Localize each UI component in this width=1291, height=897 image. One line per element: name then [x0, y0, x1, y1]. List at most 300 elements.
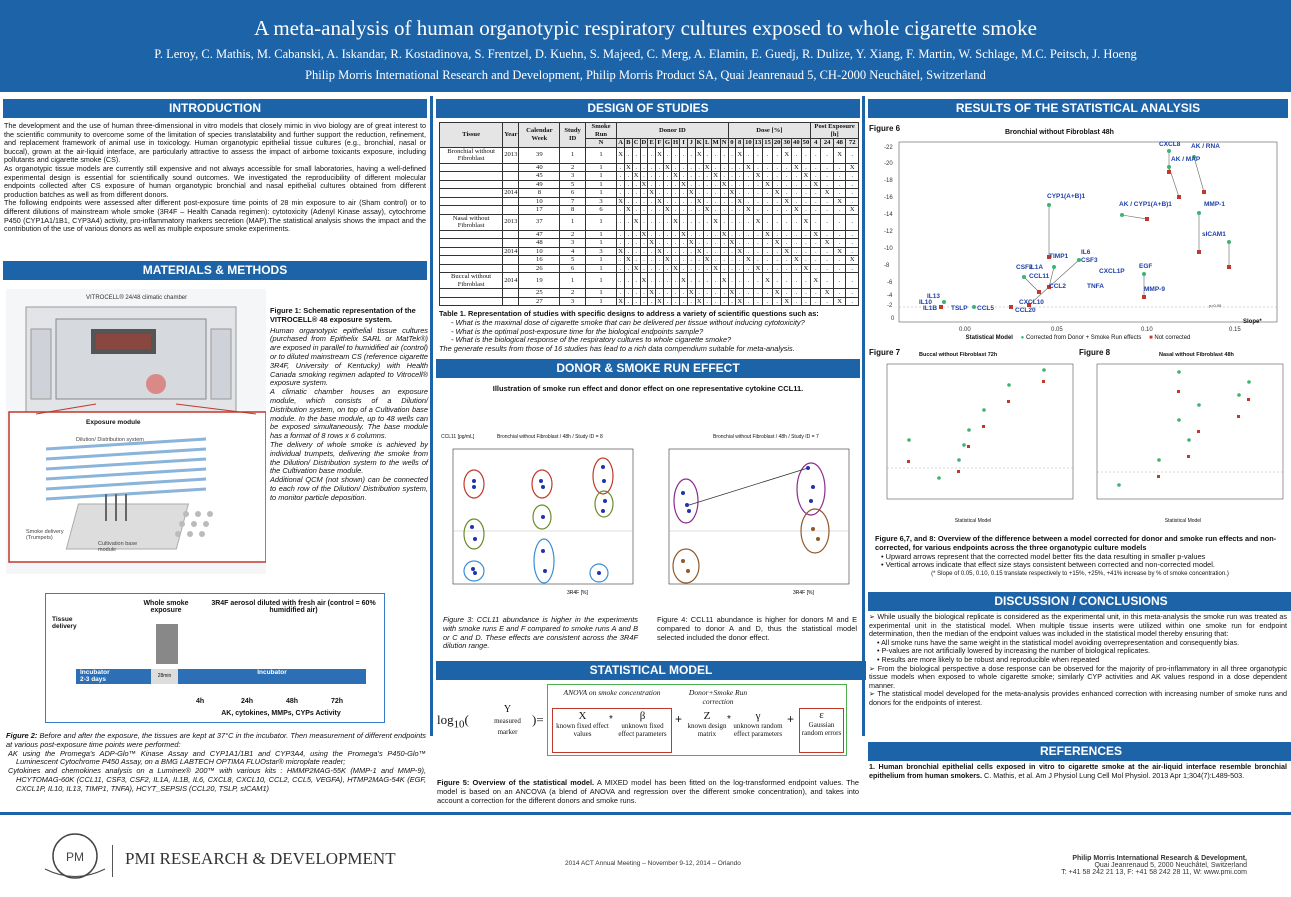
- table-cell: [440, 172, 503, 181]
- table-cell: .: [801, 289, 811, 298]
- smoke-run-chart: [437, 431, 647, 606]
- table-cell: X: [792, 256, 802, 265]
- question-2-text: What is the optimal post-exposure time for the biological endpoints sample?: [455, 326, 704, 336]
- table-cell: .: [801, 147, 811, 163]
- table-subheader-cell: 48: [833, 139, 846, 148]
- table-cell: .: [671, 256, 679, 265]
- table-cell: [440, 239, 503, 248]
- table-cell: .: [625, 247, 633, 256]
- table-cell: X: [772, 189, 782, 198]
- table-cell: X: [704, 206, 710, 213]
- table-cell: 2: [560, 163, 586, 172]
- fig6-legend-corrected: Corrected from Donor + Smoke Run effects: [1025, 335, 1142, 341]
- table-cell: .: [625, 197, 633, 206]
- table-subheader-cell: B: [626, 139, 631, 146]
- table-cell: [503, 230, 519, 239]
- table-cell: 2013: [503, 214, 519, 230]
- device-label: VITROCELL® 24/48 climatic chamber: [86, 295, 188, 301]
- table-caption: [433, 310, 863, 354]
- table-cell: 27: [519, 297, 560, 306]
- table-cell: X: [737, 247, 743, 255]
- table-cell: .: [648, 206, 656, 215]
- table-cell: .: [792, 264, 802, 273]
- table-cell: .: [640, 256, 648, 265]
- table-cell: .: [833, 172, 846, 181]
- fig6-point-label: IL1A: [1029, 264, 1044, 271]
- table-cell: 1: [585, 273, 616, 289]
- table-cell: .: [846, 197, 859, 206]
- table-cell: .: [801, 297, 811, 306]
- z-label: known design matrix: [687, 722, 727, 738]
- discussion-p2: ➢ From the biological perspective a dose response can be observed for the majority of pro-inflammatory in all three organotypic tissue models when exposed to whole cigarette smoke; similarly CYP activities and AK values respond in a dose dependent manner.: [869, 663, 1287, 690]
- table-cell: .: [792, 247, 802, 256]
- table-cell: X: [641, 180, 647, 188]
- table-cell: .: [640, 297, 648, 306]
- table-cell: .: [753, 189, 763, 198]
- fig6-point-label: CCL2: [1049, 283, 1066, 290]
- exposure-module-label: Exposure module: [86, 419, 141, 426]
- table-cell: X: [626, 163, 631, 171]
- table-cell: 1: [560, 273, 586, 289]
- table-cell: X: [763, 180, 773, 189]
- discussion-b1: • All smoke runs have the same weight in the statistical model avoiding overrepresentation and consequently bias.: [877, 637, 1240, 647]
- table-cell: X: [618, 197, 623, 205]
- svg-text:-14: -14: [884, 212, 893, 218]
- table-cell: .: [846, 239, 859, 248]
- table-cell: .: [728, 230, 736, 239]
- table-cell: X: [833, 147, 846, 163]
- table-cell: 1: [585, 264, 616, 273]
- table-cell: [440, 197, 503, 206]
- intro-p2: As organotypic tissue models are currently still expensive and not always accessible for small laboratories, having a well-defined experimental design is essential for scientifically sound outcomes. We investigated the reproducibility of different molecular endpoints collected after CS exposure of human organotypic bronchial and nasal epithelial cultures obtained from different production batches as well as from different donors.: [4, 163, 426, 199]
- table-cell: .: [736, 230, 744, 239]
- discussion-b2-text: P-values are not artificially lowered by increasing the number of biological replicates.: [881, 646, 1150, 656]
- table-cell: X: [792, 163, 802, 172]
- svg-text:-8: -8: [884, 263, 890, 269]
- table-cell: X: [696, 197, 702, 205]
- table-cell: X: [811, 180, 821, 189]
- table-cell: .: [821, 147, 834, 163]
- table-cell: .: [617, 180, 625, 189]
- t24-label: 24h: [241, 698, 254, 705]
- table-cell: .: [687, 256, 695, 265]
- table-subheader-cell: K: [696, 139, 702, 146]
- table-subheader-cell: 30: [783, 139, 791, 146]
- table-cell: 25: [519, 289, 560, 298]
- question-3: - What is the biological response of the respiratory cultures to whole cigarette smoke?: [451, 335, 732, 345]
- table-cell: .: [687, 247, 695, 256]
- references-text: [869, 763, 1287, 780]
- table-row: [440, 206, 859, 215]
- table-cell: 1: [585, 214, 616, 230]
- days-label: 2-3 days: [80, 676, 107, 683]
- table-cell: .: [687, 264, 695, 273]
- table-cell: .: [763, 264, 773, 273]
- fig1-p1: Human organotypic epithelial tissue cultures (purchased from Epithelix SARL or MatTek®) are exposed in parallel to humidified air (control) or to diluted mainstream CS (reference cigarette 3R4F, University of Kentucky) with Health Canada smoking regimen adapted to Vitrocell® exposure system.: [270, 325, 428, 388]
- table-cell: .: [846, 189, 859, 198]
- table-cell: .: [632, 147, 640, 163]
- table-cell: X: [729, 239, 735, 246]
- y-term: Y measured marker: [494, 704, 521, 736]
- table-cell: 6: [560, 189, 586, 198]
- footer-company: Philip Morris International Research & Development,: [1072, 855, 1247, 862]
- table-cell: .: [753, 247, 763, 256]
- donor-smoke-label: Donor+Smoke Run correction: [688, 688, 748, 706]
- table-cell: .: [648, 273, 656, 289]
- table-cell: .: [763, 297, 773, 306]
- svg-text:0.05: 0.05: [1051, 327, 1063, 333]
- table-cell: .: [772, 163, 782, 172]
- table-cell: X: [696, 297, 702, 305]
- table-cell: .: [640, 163, 648, 172]
- table-cell: .: [782, 264, 792, 273]
- table-cell: .: [680, 172, 688, 181]
- table-cell: X: [772, 289, 782, 298]
- table-cell: .: [772, 230, 782, 239]
- table-cell: .: [811, 247, 821, 256]
- poster-title: A meta-analysis of human organotypic respiratory cultures exposed to whole cigarette smoke: [254, 16, 1037, 40]
- question-1-text: What is the maximal dose of cigarette smoke that can be delivered per tissue without inducing cytotoxicity?: [455, 317, 805, 327]
- right-plot-title: Bronchial without Fibroblast / 48h / Study ID = 7: [713, 434, 819, 440]
- table-cell: .: [625, 273, 633, 289]
- table-cell: .: [695, 172, 703, 181]
- methods-title: MATERIALS & METHODS: [3, 261, 427, 280]
- discussion-p3-text: The statistical model developed for the meta-analysis provides enhanced correction with increasing number of smoke runs and donors for the endpoints of interest.: [869, 689, 1287, 707]
- svg-text:-4: -4: [887, 293, 893, 299]
- table-cell: .: [625, 239, 633, 248]
- table-cell: 39: [519, 147, 560, 163]
- table-cell: .: [792, 230, 802, 239]
- table-row: [440, 264, 859, 273]
- table-subheader-cell: 13: [754, 139, 762, 146]
- table-cell: X: [846, 256, 859, 265]
- table-cell: 1: [585, 189, 616, 198]
- table-cell: .: [711, 273, 720, 289]
- table-cell: .: [772, 214, 782, 230]
- results-title: RESULTS OF THE STATISTICAL ANALYSIS: [868, 99, 1288, 118]
- table-cell: .: [744, 180, 754, 189]
- table-cell: .: [782, 289, 792, 298]
- table-cell: .: [833, 264, 846, 273]
- table-cell: .: [792, 297, 802, 306]
- table-cell: .: [821, 247, 834, 256]
- table-cell: .: [680, 264, 688, 273]
- figure4-caption: Figure 4: CCL11 abundance is higher for donors M and E compared to donor A and D, thus the statistical model selected included the donor effect.: [657, 615, 857, 642]
- table-cell: .: [846, 214, 859, 230]
- table-cell: X: [711, 264, 720, 273]
- table-cell: X: [618, 297, 623, 305]
- table-cell: .: [632, 206, 640, 215]
- th-tissue: Tissue: [440, 123, 503, 148]
- table-cell: X: [801, 214, 811, 230]
- table-cell: X: [772, 239, 782, 248]
- table-cell: .: [801, 180, 811, 189]
- table-cell: .: [640, 197, 648, 206]
- table-cell: .: [695, 180, 703, 189]
- table-cell: .: [728, 206, 736, 215]
- table-cell: .: [695, 230, 703, 239]
- table-cell: .: [720, 172, 728, 181]
- table-cell: Buccal without Fibroblast: [440, 273, 503, 289]
- table-cell: .: [640, 239, 648, 248]
- table-cell: X: [801, 172, 811, 181]
- table-cell: [440, 247, 503, 256]
- column-right: [865, 99, 1291, 799]
- discussion-p1: ➢ While usually the biological replicate is considered as the experimental unit, in this meta-analysis the smoke run was treated as experimental unit in the statistical model. When multiple tissue inserts were utilized within one smoke run for endpoint determination, then the median of the endpoint values was included in the statistical model thereby ensuring that:: [869, 612, 1287, 639]
- table-cell: .: [772, 147, 782, 163]
- figure3-caption: Figure 3: CCL11 abundance is higher in the experiments with smoke runs E and F compared to smoke runs A and B or C and D. These effects are consistent across the 3R4F dilution range.: [443, 615, 638, 651]
- table-subheader-cell: I: [680, 139, 688, 148]
- table-cell: X: [763, 230, 773, 239]
- fig8: [1079, 348, 1287, 533]
- table-cell: X: [833, 297, 846, 306]
- table-cell: .: [736, 273, 744, 289]
- table-cell: .: [782, 230, 792, 239]
- table-cell: .: [846, 273, 859, 289]
- fig678-note: (* Slope of 0.05, 0.10, 0.15 translate respectively to +15%, +25%, +41% increase by % of smoke concentration.): [931, 571, 1229, 578]
- table-row: [440, 256, 859, 265]
- fig6-point-label: CYP1(A+B)1: [1047, 193, 1086, 200]
- table-cell: .: [617, 206, 625, 215]
- table-cell: .: [821, 230, 834, 239]
- intro-p1: The development and the use of human three-dimensional in vitro models that closely mimic in vivo biology are of great interest to the scientific community to overcome some of the limitation of species translatability and further support the reduction, refinement, and replacement framework of animal use in toxicology. Human organotypic epithelial tissue cultures (e.g., bronchial, nasal or buccal), grown at the air-liquid interface, are particularly attractive to assess the impact of airborne toxicants exposure, including pollutants and cigarette smoke (CS).: [4, 121, 426, 165]
- table-cell: .: [625, 180, 633, 189]
- svg-text:0.15: 0.15: [1229, 327, 1241, 333]
- table-cell: X: [763, 273, 773, 289]
- table-cell: [503, 264, 519, 273]
- fig6-legend-not: Not corrected: [1154, 335, 1191, 341]
- table-cell: 1: [585, 147, 616, 163]
- table-cell: .: [763, 289, 773, 298]
- incubator1-bar: [76, 669, 151, 684]
- table-cell: .: [736, 172, 744, 181]
- smoke-run-plot: [437, 431, 647, 606]
- th-dose: Dose [%]: [728, 123, 811, 139]
- table-cell: .: [811, 239, 821, 248]
- table-cell: .: [656, 189, 664, 198]
- table-cell: .: [625, 189, 633, 198]
- pmi-crest-icon: [40, 829, 110, 884]
- table-cell: .: [821, 197, 834, 206]
- table-cell: 2: [560, 230, 586, 239]
- fig6-point-label: AK / MAP: [1171, 156, 1201, 163]
- table-cell: 8: [560, 206, 586, 215]
- table-cell: 3: [585, 247, 616, 256]
- table-cell: X: [753, 214, 763, 230]
- table-cell: .: [617, 230, 625, 239]
- table-cell: .: [640, 247, 648, 256]
- table-cell: .: [821, 256, 834, 265]
- table-cell: [440, 256, 503, 265]
- x-term: X known fixed effect values: [556, 710, 609, 738]
- table-cell: .: [728, 163, 736, 172]
- table-cell: .: [801, 247, 811, 256]
- table-cell: X: [671, 214, 679, 230]
- table-cell: .: [772, 256, 782, 265]
- table-cell: .: [687, 197, 695, 206]
- table-cell: X: [801, 264, 811, 273]
- table-cell: .: [744, 189, 754, 198]
- svg-text:-20: -20: [884, 161, 893, 167]
- th-run: Smoke Run: [585, 123, 616, 139]
- design-title: DESIGN OF STUDIES: [436, 99, 860, 118]
- table-cell: .: [663, 239, 671, 248]
- table-cell: .: [711, 230, 720, 239]
- table-cell: .: [625, 147, 633, 163]
- table-cell: 6: [560, 264, 586, 273]
- table-cell: .: [695, 264, 703, 273]
- table-cell: X: [737, 297, 743, 305]
- table-cell: .: [711, 256, 720, 265]
- table-cell: [503, 163, 519, 172]
- donor-plot: [653, 431, 861, 606]
- table-cell: .: [640, 214, 648, 230]
- table-cell: .: [736, 189, 744, 198]
- table-cell: .: [763, 189, 773, 198]
- table-cell: .: [728, 197, 736, 206]
- fig6-point-label: IL1B: [923, 305, 938, 312]
- table-cell: .: [648, 163, 656, 172]
- model-title: STATISTICAL MODEL: [436, 661, 866, 680]
- table-cell: .: [811, 172, 821, 181]
- table-cell: .: [687, 147, 695, 163]
- table-cell: .: [753, 230, 763, 239]
- table-cell: .: [772, 180, 782, 189]
- table-cell: .: [703, 273, 711, 289]
- left-x-label: 3R4F [%]: [567, 590, 588, 596]
- table-cell: .: [744, 273, 754, 289]
- discussion-b3: • Results are more likely to be robust and reproducible when repeated: [877, 654, 1100, 664]
- epsilon-term: ε Gaussian random errors: [799, 708, 844, 753]
- table-cell: X: [649, 289, 655, 296]
- table-cell: .: [671, 189, 679, 198]
- th-year: Year: [503, 123, 519, 148]
- fig6-point-label: CCL5: [977, 305, 994, 312]
- design-table-wrap: [433, 118, 863, 310]
- table-cell: .: [648, 297, 656, 306]
- fig678-caption: [875, 535, 1285, 579]
- discussion-b1-text: All smoke runs have the same weight in the statistical model avoiding overrepresentation and consequently bias.: [881, 637, 1240, 647]
- table-cell: .: [632, 247, 640, 256]
- table-cell: X: [782, 247, 792, 256]
- table-cell: .: [753, 289, 763, 298]
- table-cell: .: [782, 214, 792, 230]
- table-cell: X: [720, 273, 728, 289]
- table-cell: 1: [585, 172, 616, 181]
- table-cell: .: [648, 180, 656, 189]
- table-cell: .: [811, 297, 821, 306]
- intro-text: [0, 118, 430, 261]
- th-week: Calendar Week: [519, 123, 560, 148]
- table-cell: .: [625, 214, 633, 230]
- table-cell: X: [744, 256, 754, 265]
- table-cell: X: [617, 147, 625, 163]
- table-cell: .: [792, 197, 802, 206]
- table-cell: .: [763, 172, 773, 181]
- table-cell: .: [833, 256, 846, 265]
- table-cell: X: [680, 273, 688, 289]
- table-cell: .: [663, 230, 671, 239]
- table-cell: .: [753, 206, 763, 215]
- table-cell: X: [626, 256, 631, 263]
- table-cell: .: [663, 273, 671, 289]
- table-cell: .: [846, 172, 859, 181]
- th-post: Post Exposure [h]: [811, 123, 859, 139]
- fig6-title: Bronchial without Fibroblast 48h: [1005, 129, 1114, 136]
- table-cell: .: [687, 180, 695, 189]
- table-cell: .: [640, 289, 648, 298]
- table-cell: .: [703, 247, 711, 256]
- table-cell: .: [648, 214, 656, 230]
- table-subheader-cell: H: [672, 139, 679, 146]
- table-cell: .: [648, 197, 656, 206]
- base-module-label: Cultivation base module: [98, 541, 138, 553]
- table-cell: .: [703, 230, 711, 239]
- table-subheader-cell: G: [664, 139, 670, 146]
- table-row: [440, 239, 859, 248]
- th-donor: Donor ID: [617, 123, 728, 139]
- t72-label: 72h: [331, 698, 344, 705]
- table-cell: .: [680, 197, 688, 206]
- table-cell: .: [811, 264, 821, 273]
- table-row: [440, 197, 859, 206]
- incubator2-bar: Incubator: [178, 669, 366, 684]
- table-cell: 3: [585, 197, 616, 206]
- table-cell: X: [833, 197, 846, 206]
- figure1-title: Figure 1: Schematic representation of the VITROCELL® 48 exposure system.: [270, 306, 416, 324]
- table-cell: X: [633, 172, 639, 179]
- table-cell: .: [648, 230, 656, 239]
- timeline-figure: [45, 593, 385, 723]
- table-cell: .: [663, 189, 671, 198]
- table-cell: .: [736, 206, 744, 215]
- incubator1-label: Incubator: [80, 669, 110, 676]
- table-cell: [503, 197, 519, 206]
- fig6-x-axis: Slope*: [1243, 319, 1262, 325]
- table-cell: .: [663, 147, 671, 163]
- svg-text:0: 0: [891, 316, 895, 322]
- table-cell: .: [695, 273, 703, 289]
- table-cell: .: [763, 239, 773, 248]
- table-cell: .: [736, 289, 744, 298]
- table-cell: 3: [560, 239, 586, 248]
- table-cell: .: [680, 147, 688, 163]
- table-cell: .: [811, 256, 821, 265]
- table-cell: .: [711, 147, 720, 163]
- table-cell: .: [695, 163, 703, 172]
- legend-corrected-marker: ●: [1020, 335, 1025, 341]
- table-cell: .: [833, 163, 846, 172]
- left-plot-title: Bronchial without Fibroblast / 48h / Study ID = 8: [497, 434, 603, 440]
- mult1: *: [609, 714, 613, 725]
- table-cell: .: [753, 197, 763, 206]
- table-cell: 47: [519, 230, 560, 239]
- table-subheader-cell: F: [657, 139, 662, 146]
- reference-1-rest: C. Mathis, et al. Am J Physiol Lung Cell Mol Physiol. 2013 Apr 1;304(7):L489-503.: [982, 770, 1245, 780]
- table-cell: .: [792, 172, 802, 181]
- fig6-point-label: MMP-9: [1144, 286, 1165, 293]
- intro-title: INTRODUCTION: [3, 99, 427, 118]
- table-cell: .: [671, 273, 679, 289]
- svg-text:-18: -18: [884, 178, 893, 184]
- right-x-label: 3R4F [%]: [793, 590, 814, 596]
- fig6-point-label: CXCL10: [1019, 299, 1044, 306]
- table-cell: .: [728, 273, 736, 289]
- table-row: [440, 273, 859, 289]
- table-cell: .: [744, 264, 754, 273]
- t4-label: 4h: [196, 698, 205, 705]
- table-cell: X: [665, 206, 670, 213]
